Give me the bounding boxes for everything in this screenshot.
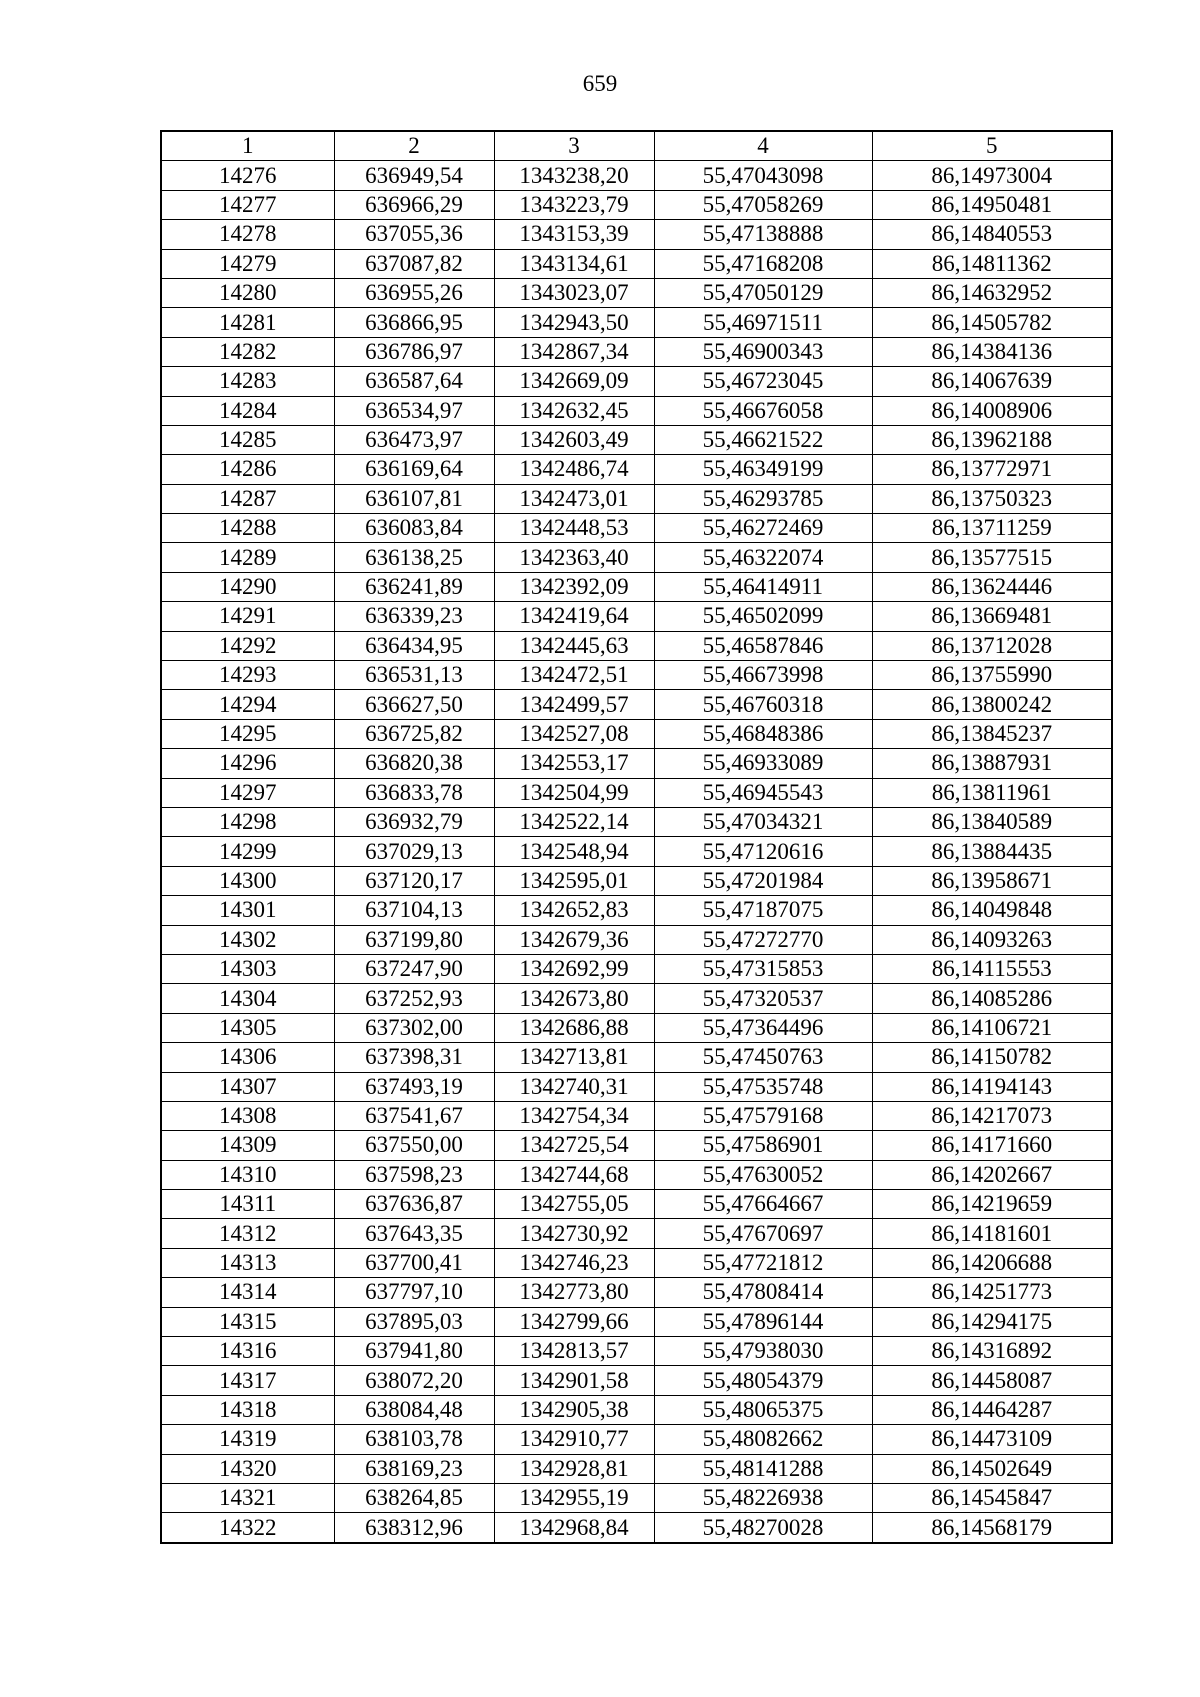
latitude-cell: 55,46621522 (654, 425, 872, 454)
point-number-cell: 14276 (161, 161, 334, 190)
point-number-cell: 14306 (161, 1043, 334, 1072)
longitude-cell: 86,14085286 (872, 984, 1112, 1013)
longitude-cell: 86,14811362 (872, 249, 1112, 278)
latitude-cell: 55,47664667 (654, 1190, 872, 1219)
x-coordinate-cell: 637550,00 (334, 1131, 494, 1160)
table-row (161, 1395, 1112, 1424)
column-header-2: 2 (334, 131, 494, 161)
y-coordinate-cell: 1342486,74 (494, 455, 654, 484)
latitude-cell: 55,48226938 (654, 1483, 872, 1512)
latitude-cell: 55,47315853 (654, 954, 872, 983)
table-row (161, 1131, 1112, 1160)
point-number-cell: 14296 (161, 749, 334, 778)
point-number-cell: 14311 (161, 1190, 334, 1219)
point-number-cell: 14322 (161, 1513, 334, 1543)
longitude-cell: 86,14840553 (872, 220, 1112, 249)
longitude-cell: 86,13750323 (872, 484, 1112, 513)
table-row (161, 1013, 1112, 1042)
x-coordinate-cell: 637302,00 (334, 1013, 494, 1042)
y-coordinate-cell: 1342773,80 (494, 1278, 654, 1307)
longitude-cell: 86,13711259 (872, 514, 1112, 543)
y-coordinate-cell: 1342363,40 (494, 543, 654, 572)
y-coordinate-cell: 1342669,09 (494, 367, 654, 396)
point-number-cell: 14284 (161, 396, 334, 425)
y-coordinate-cell: 1342943,50 (494, 308, 654, 337)
x-coordinate-cell: 637941,80 (334, 1337, 494, 1366)
y-coordinate-cell: 1342725,54 (494, 1131, 654, 1160)
x-coordinate-cell: 636833,78 (334, 778, 494, 807)
x-coordinate-cell: 636955,26 (334, 278, 494, 307)
y-coordinate-cell: 1342910,77 (494, 1425, 654, 1454)
latitude-cell: 55,47450763 (654, 1043, 872, 1072)
point-number-cell: 14294 (161, 690, 334, 719)
longitude-cell: 86,14251773 (872, 1278, 1112, 1307)
longitude-cell: 86,14473109 (872, 1425, 1112, 1454)
x-coordinate-cell: 637643,35 (334, 1219, 494, 1248)
table-row (161, 278, 1112, 307)
x-coordinate-cell: 637104,13 (334, 896, 494, 925)
table-row (161, 1072, 1112, 1101)
y-coordinate-cell: 1343023,07 (494, 278, 654, 307)
latitude-cell: 55,47630052 (654, 1160, 872, 1189)
y-coordinate-cell: 1342553,17 (494, 749, 654, 778)
x-coordinate-cell: 638072,20 (334, 1366, 494, 1395)
point-number-cell: 14298 (161, 807, 334, 836)
table-row (161, 778, 1112, 807)
y-coordinate-cell: 1342419,64 (494, 602, 654, 631)
table-row (161, 161, 1112, 190)
x-coordinate-cell: 636866,95 (334, 308, 494, 337)
longitude-cell: 86,14545847 (872, 1483, 1112, 1512)
x-coordinate-cell: 636241,89 (334, 572, 494, 601)
y-coordinate-cell: 1342744,68 (494, 1160, 654, 1189)
y-coordinate-cell: 1342472,51 (494, 661, 654, 690)
x-coordinate-cell: 637055,36 (334, 220, 494, 249)
table-row (161, 1219, 1112, 1248)
table-row (161, 661, 1112, 690)
point-number-cell: 14300 (161, 866, 334, 895)
longitude-cell: 86,14505782 (872, 308, 1112, 337)
longitude-cell: 86,14632952 (872, 278, 1112, 307)
table-row (161, 807, 1112, 836)
table-row (161, 1101, 1112, 1130)
table-row (161, 896, 1112, 925)
table-row (161, 1483, 1112, 1512)
y-coordinate-cell: 1342867,34 (494, 337, 654, 366)
point-number-cell: 14295 (161, 719, 334, 748)
point-number-cell: 14290 (161, 572, 334, 601)
x-coordinate-cell: 637120,17 (334, 866, 494, 895)
point-number-cell: 14286 (161, 455, 334, 484)
longitude-cell: 86,14502649 (872, 1454, 1112, 1483)
point-number-cell: 14289 (161, 543, 334, 572)
y-coordinate-cell: 1342527,08 (494, 719, 654, 748)
latitude-cell: 55,48141288 (654, 1454, 872, 1483)
latitude-cell: 55,47586901 (654, 1131, 872, 1160)
latitude-cell: 55,46760318 (654, 690, 872, 719)
longitude-cell: 86,14106721 (872, 1013, 1112, 1042)
x-coordinate-cell: 637199,80 (334, 925, 494, 954)
x-coordinate-cell: 637247,90 (334, 954, 494, 983)
point-number-cell: 14309 (161, 1131, 334, 1160)
table-row (161, 484, 1112, 513)
y-coordinate-cell: 1342730,92 (494, 1219, 654, 1248)
table-row (161, 572, 1112, 601)
table-row (161, 396, 1112, 425)
table-row (161, 866, 1112, 895)
point-number-cell: 14304 (161, 984, 334, 1013)
x-coordinate-cell: 637895,03 (334, 1307, 494, 1336)
y-coordinate-cell: 1342740,31 (494, 1072, 654, 1101)
y-coordinate-cell: 1342499,57 (494, 690, 654, 719)
point-number-cell: 14297 (161, 778, 334, 807)
longitude-cell: 86,14950481 (872, 190, 1112, 219)
longitude-cell: 86,13800242 (872, 690, 1112, 719)
x-coordinate-cell: 636107,81 (334, 484, 494, 513)
column-header-5: 5 (872, 131, 1112, 161)
x-coordinate-cell: 636169,64 (334, 455, 494, 484)
point-number-cell: 14310 (161, 1160, 334, 1189)
longitude-cell: 86,14115553 (872, 954, 1112, 983)
x-coordinate-cell: 637541,67 (334, 1101, 494, 1130)
latitude-cell: 55,46322074 (654, 543, 872, 572)
table-header (161, 131, 1112, 161)
column-header-3: 3 (494, 131, 654, 161)
table-row (161, 337, 1112, 366)
longitude-cell: 86,14316892 (872, 1337, 1112, 1366)
x-coordinate-cell: 636786,97 (334, 337, 494, 366)
latitude-cell: 55,46502099 (654, 602, 872, 631)
y-coordinate-cell: 1343153,39 (494, 220, 654, 249)
x-coordinate-cell: 636587,64 (334, 367, 494, 396)
table-row (161, 954, 1112, 983)
x-coordinate-cell: 636627,50 (334, 690, 494, 719)
x-coordinate-cell: 636949,54 (334, 161, 494, 190)
latitude-cell: 55,47201984 (654, 866, 872, 895)
point-number-cell: 14282 (161, 337, 334, 366)
longitude-cell: 86,13577515 (872, 543, 1112, 572)
y-coordinate-cell: 1342754,34 (494, 1101, 654, 1130)
longitude-cell: 86,13811961 (872, 778, 1112, 807)
table-row (161, 1425, 1112, 1454)
x-coordinate-cell: 637398,31 (334, 1043, 494, 1072)
latitude-cell: 55,46414911 (654, 572, 872, 601)
point-number-cell: 14287 (161, 484, 334, 513)
point-number-cell: 14279 (161, 249, 334, 278)
latitude-cell: 55,47058269 (654, 190, 872, 219)
table-row (161, 1043, 1112, 1072)
y-coordinate-cell: 1342692,99 (494, 954, 654, 983)
x-coordinate-cell: 636966,29 (334, 190, 494, 219)
y-coordinate-cell: 1342928,81 (494, 1454, 654, 1483)
y-coordinate-cell: 1342632,45 (494, 396, 654, 425)
y-coordinate-cell: 1342713,81 (494, 1043, 654, 1072)
point-number-cell: 14314 (161, 1278, 334, 1307)
latitude-cell: 55,46971511 (654, 308, 872, 337)
table-row (161, 602, 1112, 631)
latitude-cell: 55,47138888 (654, 220, 872, 249)
x-coordinate-cell: 637252,93 (334, 984, 494, 1013)
point-number-cell: 14318 (161, 1395, 334, 1424)
x-coordinate-cell: 637493,19 (334, 1072, 494, 1101)
longitude-cell: 86,14973004 (872, 161, 1112, 190)
point-number-cell: 14302 (161, 925, 334, 954)
longitude-cell: 86,14206688 (872, 1248, 1112, 1277)
latitude-cell: 55,47120616 (654, 837, 872, 866)
longitude-cell: 86,13669481 (872, 602, 1112, 631)
longitude-cell: 86,14093263 (872, 925, 1112, 954)
longitude-cell: 86,14150782 (872, 1043, 1112, 1072)
point-number-cell: 14321 (161, 1483, 334, 1512)
y-coordinate-cell: 1342905,38 (494, 1395, 654, 1424)
header-row (161, 131, 1112, 161)
x-coordinate-cell: 637797,10 (334, 1278, 494, 1307)
latitude-cell: 55,48065375 (654, 1395, 872, 1424)
latitude-cell: 55,46933089 (654, 749, 872, 778)
point-number-cell: 14293 (161, 661, 334, 690)
x-coordinate-cell: 636725,82 (334, 719, 494, 748)
table-row (161, 1160, 1112, 1189)
longitude-cell: 86,14294175 (872, 1307, 1112, 1336)
latitude-cell: 55,47535748 (654, 1072, 872, 1101)
y-coordinate-cell: 1342473,01 (494, 484, 654, 513)
point-number-cell: 14307 (161, 1072, 334, 1101)
point-number-cell: 14283 (161, 367, 334, 396)
latitude-cell: 55,46676058 (654, 396, 872, 425)
y-coordinate-cell: 1343134,61 (494, 249, 654, 278)
x-coordinate-cell: 638264,85 (334, 1483, 494, 1512)
y-coordinate-cell: 1342548,94 (494, 837, 654, 866)
table-row (161, 1366, 1112, 1395)
table-row (161, 455, 1112, 484)
y-coordinate-cell: 1342746,23 (494, 1248, 654, 1277)
y-coordinate-cell: 1342901,58 (494, 1366, 654, 1395)
longitude-cell: 86,14171660 (872, 1131, 1112, 1160)
x-coordinate-cell: 637029,13 (334, 837, 494, 866)
point-number-cell: 14280 (161, 278, 334, 307)
y-coordinate-cell: 1342522,14 (494, 807, 654, 836)
x-coordinate-cell: 637700,41 (334, 1248, 494, 1277)
y-coordinate-cell: 1342595,01 (494, 866, 654, 895)
latitude-cell: 55,46293785 (654, 484, 872, 513)
latitude-cell: 55,48270028 (654, 1513, 872, 1543)
point-number-cell: 14299 (161, 837, 334, 866)
table-row (161, 190, 1112, 219)
longitude-cell: 86,13884435 (872, 837, 1112, 866)
longitude-cell: 86,14181601 (872, 1219, 1112, 1248)
point-number-cell: 14277 (161, 190, 334, 219)
longitude-cell: 86,13962188 (872, 425, 1112, 454)
y-coordinate-cell: 1342392,09 (494, 572, 654, 601)
y-coordinate-cell: 1343223,79 (494, 190, 654, 219)
point-number-cell: 14292 (161, 631, 334, 660)
table-row (161, 543, 1112, 572)
point-number-cell: 14312 (161, 1219, 334, 1248)
x-coordinate-cell: 638084,48 (334, 1395, 494, 1424)
longitude-cell: 86,13845237 (872, 719, 1112, 748)
longitude-cell: 86,14219659 (872, 1190, 1112, 1219)
latitude-cell: 55,46723045 (654, 367, 872, 396)
point-number-cell: 14313 (161, 1248, 334, 1277)
longitude-cell: 86,13772971 (872, 455, 1112, 484)
table-row (161, 837, 1112, 866)
table-row (161, 1248, 1112, 1277)
longitude-cell: 86,14008906 (872, 396, 1112, 425)
latitude-cell: 55,47364496 (654, 1013, 872, 1042)
x-coordinate-cell: 637598,23 (334, 1160, 494, 1189)
point-number-cell: 14303 (161, 954, 334, 983)
longitude-cell: 86,13887931 (872, 749, 1112, 778)
point-number-cell: 14320 (161, 1454, 334, 1483)
longitude-cell: 86,13840589 (872, 807, 1112, 836)
point-number-cell: 14305 (161, 1013, 334, 1042)
latitude-cell: 55,46848386 (654, 719, 872, 748)
longitude-cell: 86,13712028 (872, 631, 1112, 660)
x-coordinate-cell: 636434,95 (334, 631, 494, 660)
longitude-cell: 86,13755990 (872, 661, 1112, 690)
table-row (161, 220, 1112, 249)
table-row (161, 690, 1112, 719)
table-body (161, 161, 1112, 1543)
point-number-cell: 14317 (161, 1366, 334, 1395)
latitude-cell: 55,47579168 (654, 1101, 872, 1130)
x-coordinate-cell: 636534,97 (334, 396, 494, 425)
column-header-4: 4 (654, 131, 872, 161)
y-coordinate-cell: 1342955,19 (494, 1483, 654, 1512)
table-row (161, 749, 1112, 778)
longitude-cell: 86,14049848 (872, 896, 1112, 925)
latitude-cell: 55,46900343 (654, 337, 872, 366)
longitude-cell: 86,14464287 (872, 1395, 1112, 1424)
point-number-cell: 14308 (161, 1101, 334, 1130)
table-row (161, 719, 1112, 748)
x-coordinate-cell: 637636,87 (334, 1190, 494, 1219)
longitude-cell: 86,14194143 (872, 1072, 1112, 1101)
table-row (161, 925, 1112, 954)
latitude-cell: 55,47670697 (654, 1219, 872, 1248)
table-row (161, 1190, 1112, 1219)
table-row (161, 1278, 1112, 1307)
table-row (161, 1513, 1112, 1543)
table-row (161, 1454, 1112, 1483)
point-number-cell: 14301 (161, 896, 334, 925)
latitude-cell: 55,47050129 (654, 278, 872, 307)
longitude-cell: 86,14458087 (872, 1366, 1112, 1395)
latitude-cell: 55,46349199 (654, 455, 872, 484)
latitude-cell: 55,47896144 (654, 1307, 872, 1336)
latitude-cell: 55,46587846 (654, 631, 872, 660)
table-row (161, 249, 1112, 278)
x-coordinate-cell: 636932,79 (334, 807, 494, 836)
point-number-cell: 14281 (161, 308, 334, 337)
table-row (161, 308, 1112, 337)
latitude-cell: 55,48082662 (654, 1425, 872, 1454)
y-coordinate-cell: 1343238,20 (494, 161, 654, 190)
point-number-cell: 14319 (161, 1425, 334, 1454)
column-header-1: 1 (161, 131, 334, 161)
x-coordinate-cell: 636820,38 (334, 749, 494, 778)
latitude-cell: 55,47168208 (654, 249, 872, 278)
y-coordinate-cell: 1342652,83 (494, 896, 654, 925)
x-coordinate-cell: 636531,13 (334, 661, 494, 690)
y-coordinate-cell: 1342679,36 (494, 925, 654, 954)
longitude-cell: 86,14217073 (872, 1101, 1112, 1130)
y-coordinate-cell: 1342448,53 (494, 514, 654, 543)
point-number-cell: 14278 (161, 220, 334, 249)
y-coordinate-cell: 1342445,63 (494, 631, 654, 660)
y-coordinate-cell: 1342799,66 (494, 1307, 654, 1336)
latitude-cell: 55,47187075 (654, 896, 872, 925)
x-coordinate-cell: 636339,23 (334, 602, 494, 631)
table-row (161, 631, 1112, 660)
x-coordinate-cell: 638312,96 (334, 1513, 494, 1543)
y-coordinate-cell: 1342504,99 (494, 778, 654, 807)
latitude-cell: 55,48054379 (654, 1366, 872, 1395)
latitude-cell: 55,47043098 (654, 161, 872, 190)
point-number-cell: 14316 (161, 1337, 334, 1366)
y-coordinate-cell: 1342813,57 (494, 1337, 654, 1366)
longitude-cell: 86,14067639 (872, 367, 1112, 396)
x-coordinate-cell: 636083,84 (334, 514, 494, 543)
y-coordinate-cell: 1342755,05 (494, 1190, 654, 1219)
table-row (161, 514, 1112, 543)
longitude-cell: 86,14568179 (872, 1513, 1112, 1543)
latitude-cell: 55,47721812 (654, 1248, 872, 1277)
point-number-cell: 14291 (161, 602, 334, 631)
latitude-cell: 55,47808414 (654, 1278, 872, 1307)
latitude-cell: 55,47272770 (654, 925, 872, 954)
table-row (161, 1337, 1112, 1366)
page-number: 659 (582, 71, 618, 96)
longitude-cell: 86,13958671 (872, 866, 1112, 895)
y-coordinate-cell: 1342603,49 (494, 425, 654, 454)
latitude-cell: 55,46673998 (654, 661, 872, 690)
point-number-cell: 14315 (161, 1307, 334, 1336)
x-coordinate-cell: 636138,25 (334, 543, 494, 572)
longitude-cell: 86,14384136 (872, 337, 1112, 366)
latitude-cell: 55,47938030 (654, 1337, 872, 1366)
point-number-cell: 14288 (161, 514, 334, 543)
table-row (161, 1307, 1112, 1336)
x-coordinate-cell: 638103,78 (334, 1425, 494, 1454)
x-coordinate-cell: 637087,82 (334, 249, 494, 278)
x-coordinate-cell: 636473,97 (334, 425, 494, 454)
latitude-cell: 55,46272469 (654, 514, 872, 543)
coordinates-table (160, 130, 1113, 1544)
y-coordinate-cell: 1342968,84 (494, 1513, 654, 1543)
x-coordinate-cell: 638169,23 (334, 1454, 494, 1483)
longitude-cell: 86,14202667 (872, 1160, 1112, 1189)
y-coordinate-cell: 1342673,80 (494, 984, 654, 1013)
point-number-cell: 14285 (161, 425, 334, 454)
y-coordinate-cell: 1342686,88 (494, 1013, 654, 1042)
latitude-cell: 55,47034321 (654, 807, 872, 836)
latitude-cell: 55,47320537 (654, 984, 872, 1013)
table-row (161, 984, 1112, 1013)
table-row (161, 367, 1112, 396)
latitude-cell: 55,46945543 (654, 778, 872, 807)
longitude-cell: 86,13624446 (872, 572, 1112, 601)
table-row (161, 425, 1112, 454)
